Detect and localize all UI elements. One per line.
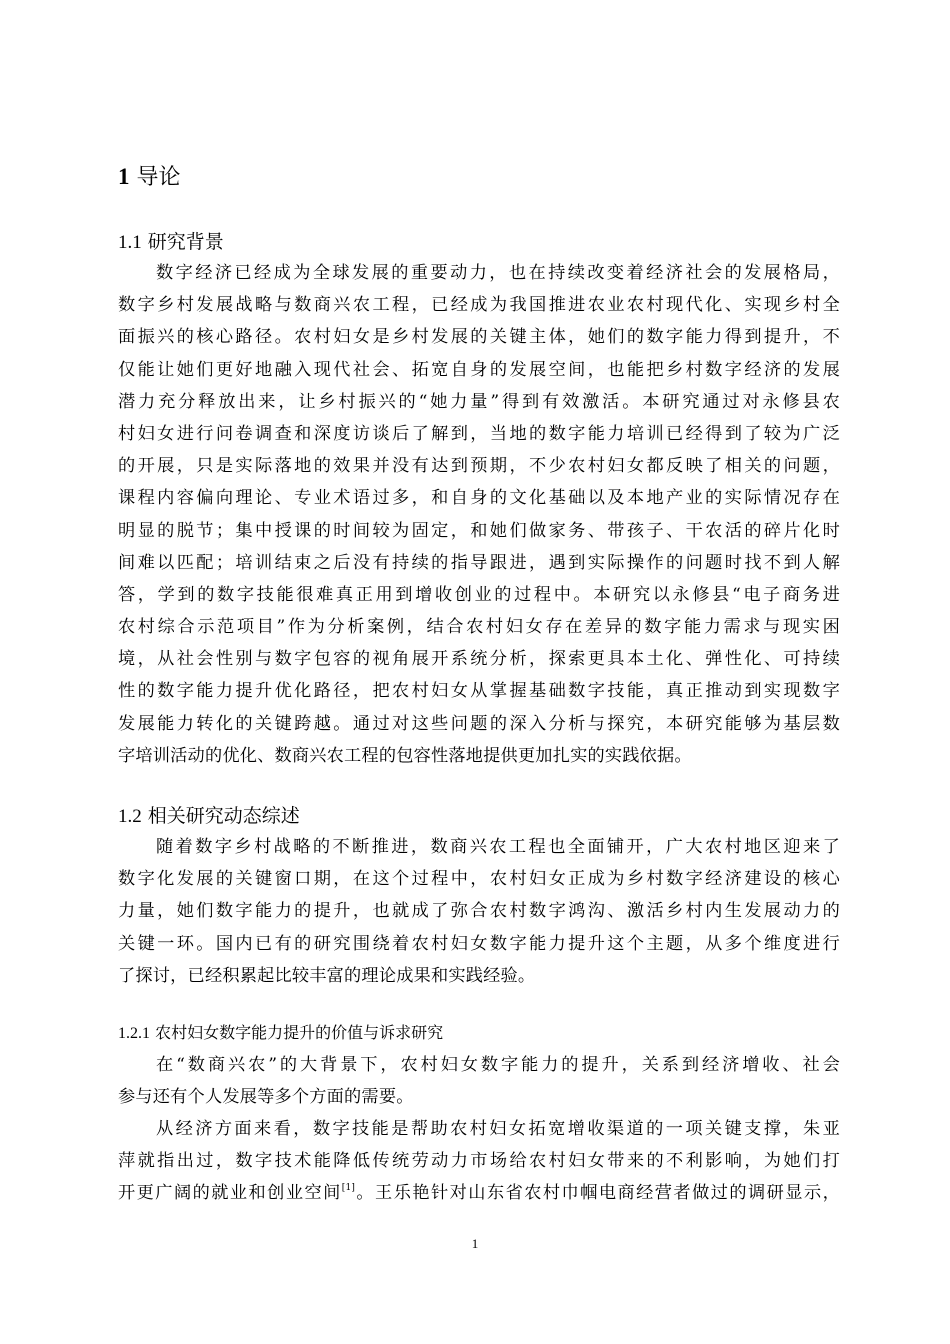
text-line: 随着数字乡村战略的不断推进，数商兴农工程也全面铺开，广大农村地区迎来了 xyxy=(156,837,840,857)
text-line: 明显的脱节；集中授课的时间较为固定，和她们做家务、带孩子、干农活的碎片化时 xyxy=(118,520,840,541)
paragraph-value-demand-2 xyxy=(118,1113,840,1210)
section-number: 1.2 xyxy=(118,806,142,827)
text-line: 发展能力转化的关键跨越。通过对这些问题的深入分析与探究，本研究能够为基层数 xyxy=(118,713,840,734)
text-line: 参与还有个人发展等多个方面的需要。 xyxy=(118,1087,414,1108)
citation-ref: [1] xyxy=(341,1183,356,1194)
paragraph-related-research xyxy=(118,831,840,992)
page-number: 1 xyxy=(471,1236,479,1251)
text-segment: 开更广阔的就业和创业空间 xyxy=(118,1183,342,1204)
chapter-title: 导论 xyxy=(136,165,181,190)
text-line: 的开展，只是实际落地的效果并没有达到预期，不少农村妇女都反映了相关的问题， xyxy=(118,456,840,477)
text-line: 农村综合示范项目”作为分析案例，结合农村妇女存在差异的数字能力需求与现实困 xyxy=(118,617,840,638)
text-line: 数字乡村发展战略与数商兴农工程，已经成为我国推进农业农村现代化、实现乡村全 xyxy=(118,295,840,316)
text-line: 力量，她们数字能力的提升，也就成了弥合农村数字鸿沟、激活乡村内生发展动力的 xyxy=(118,901,840,922)
text-line: 课程内容偏向理论、专业术语过多，和自身的文化基础以及本地产业的实际情况存在 xyxy=(118,488,840,509)
text-line-with-citation xyxy=(118,1177,840,1209)
chapter-number: 1 xyxy=(118,164,130,189)
section-title: 研究背景 xyxy=(147,231,224,253)
section-heading-1-1 xyxy=(118,227,224,258)
subsection-title: 农村妇女数字能力提升的价值与诉求研究 xyxy=(155,1023,444,1042)
text-line: 字培训活动的优化、数商兴农工程的包容性落地提供更加扎实的实践依据。 xyxy=(118,745,692,766)
text-line: 仅能让她们更好地融入现代社会、拓宽自身的发展空间，也能把乡村数字经济的发展 xyxy=(118,359,840,380)
text-segment: 。王乐艳针对山东省农村巾帼电商经营者做过的调研显示， xyxy=(355,1183,840,1204)
paragraph-research-background xyxy=(118,257,840,772)
text-line: 境，从社会性别与数字包容的视角展开系统分析，探索更具本土化、弹性化、可持续 xyxy=(118,649,840,670)
text-line: 间难以匹配；培训结束之后没有持续的指导跟进，遇到实际操作的问题时找不到人解 xyxy=(118,552,840,573)
chapter-heading xyxy=(118,160,181,195)
subsection-number: 1.2.1 xyxy=(118,1025,150,1042)
text-line: 性的数字能力提升优化路径，把农村妇女从掌握基础数字技能，真正推动到实现数字 xyxy=(118,681,840,702)
text-line: 萍就指出过，数字技术能降低传统劳动力市场给农村妇女带来的不利影响，为她们打 xyxy=(118,1151,840,1172)
text-line: 数字化发展的关键窗口期，在这个过程中，农村妇女正成为乡村数字经济建设的核心 xyxy=(118,869,840,890)
text-line: 从经济方面来看，数字技能是帮助农村妇女拓宽增收渠道的一项关键支撑，朱亚 xyxy=(156,1119,840,1139)
text-line: 村妇女进行问卷调查和深度访谈后了解到，当地的数字能力培训已经得到了较为广泛 xyxy=(118,423,840,444)
section-heading-1-2 xyxy=(118,801,300,832)
paragraph-value-demand-1 xyxy=(118,1049,840,1113)
text-line: 数字经济已经成为全球发展的重要动力，也在持续改变着经济社会的发展格局， xyxy=(156,263,840,283)
subsection-heading-1-2-1 xyxy=(118,1019,443,1048)
text-line: 了探讨，已经积累起比较丰富的理论成果和实践经验。 xyxy=(118,965,536,986)
section-number: 1.1 xyxy=(118,232,142,253)
section-title: 相关研究动态综述 xyxy=(147,805,300,827)
text-line: 潜力充分释放出来，让乡村振兴的“她力量”得到有效激活。本研究通过对永修县农 xyxy=(118,391,840,412)
text-line: 面振兴的核心路径。农村妇女是乡村发展的关键主体，她们的数字能力得到提升，不 xyxy=(118,327,840,348)
text-line: 关键一环。国内已有的研究围绕着农村妇女数字能力提升这个主题，从多个维度进行 xyxy=(118,933,840,954)
text-line: 答，学到的数字技能很难真正用到增收创业的过程中。本研究以永修县“电子商务进 xyxy=(118,584,840,605)
text-line: 在“数商兴农”的大背景下，农村妇女数字能力的提升，关系到经济增收、社会 xyxy=(156,1055,840,1075)
